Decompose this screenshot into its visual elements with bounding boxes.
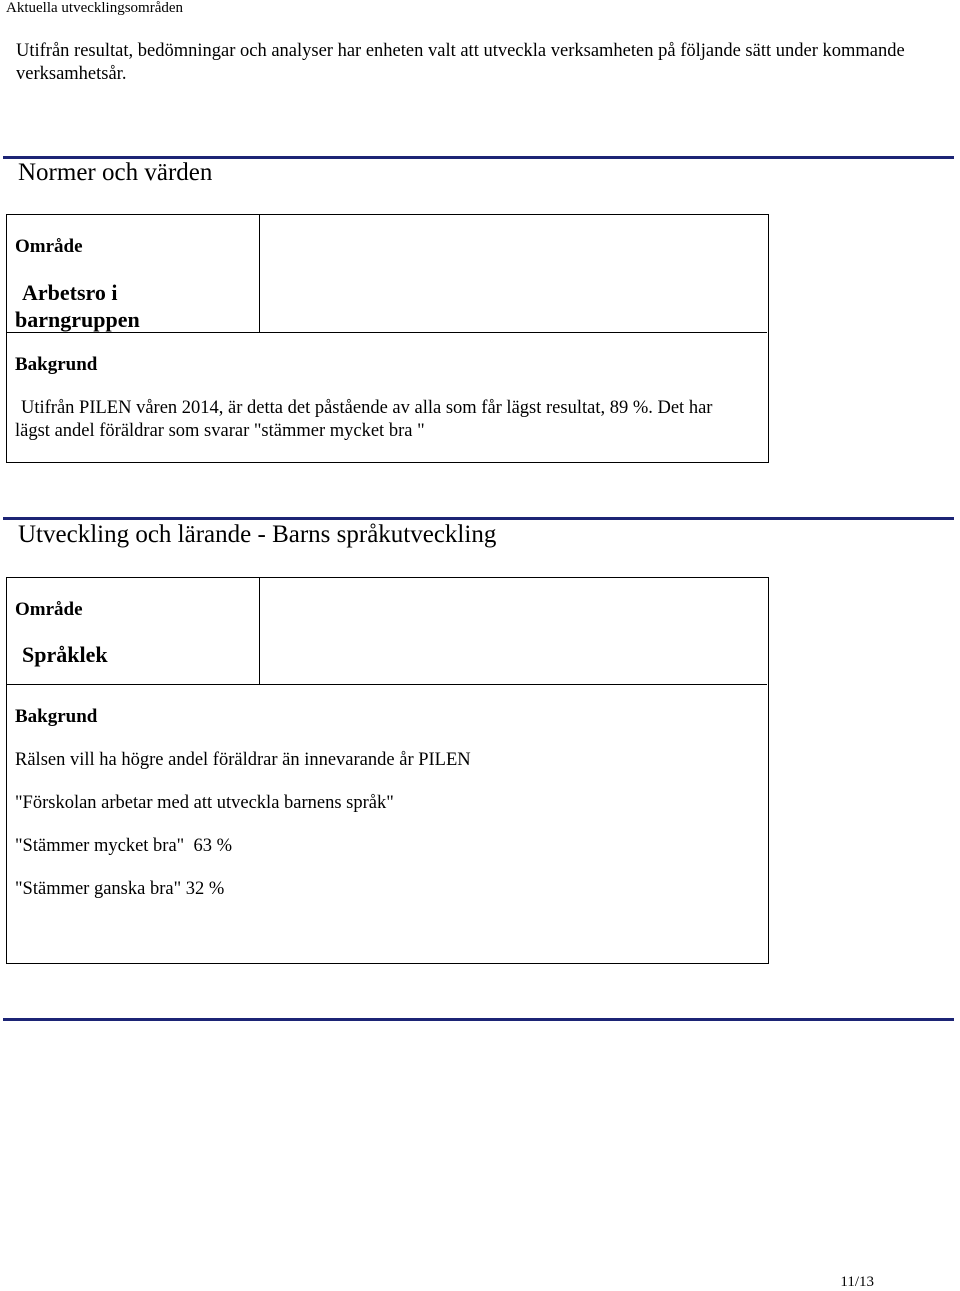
background-line: Rälsen vill ha högre andel föräldrar än innevarande år PILEN (15, 750, 471, 770)
page-number: 11/13 (840, 1274, 874, 1290)
background-text: Utifrån PILEN våren 2014, är detta det påstående av alla som får lägst resultat, 89 %. Det har lägst andel föräldrar som svarar "stämmer mycket bra " (15, 398, 713, 441)
area-value: Arbetsro i barngruppen (15, 280, 140, 332)
area-row-divider (7, 684, 767, 685)
section-box-utveckling (6, 577, 769, 964)
section-title-utveckling: Utveckling och lärande - Barns språkutveckling (18, 521, 497, 548)
background-line: "Förskolan arbetar med att utveckla barnens språk" (15, 793, 394, 813)
background-line: "Stämmer ganska bra" 32 % (15, 879, 225, 899)
background-label: Bakgrund (15, 706, 98, 727)
background-label: Bakgrund (15, 354, 98, 375)
section-rule (3, 1018, 954, 1021)
area-divider (259, 215, 260, 332)
area-value: Språklek (22, 642, 108, 667)
area-divider (259, 578, 260, 684)
area-label: Område (15, 599, 83, 620)
section-title-normer: Normer och värden (18, 159, 213, 186)
section-box-normer (6, 214, 769, 463)
area-label: Område (15, 236, 83, 257)
background-line: "Stämmer mycket bra" 63 % (15, 836, 233, 856)
page-header-title: Aktuella utvecklingsområden (6, 0, 184, 16)
intro-paragraph: Utifrån resultat, bedömningar och analyser har enheten valt att utveckla verksamheten på följande sätt under kommande verksamhetsår. (16, 41, 905, 84)
